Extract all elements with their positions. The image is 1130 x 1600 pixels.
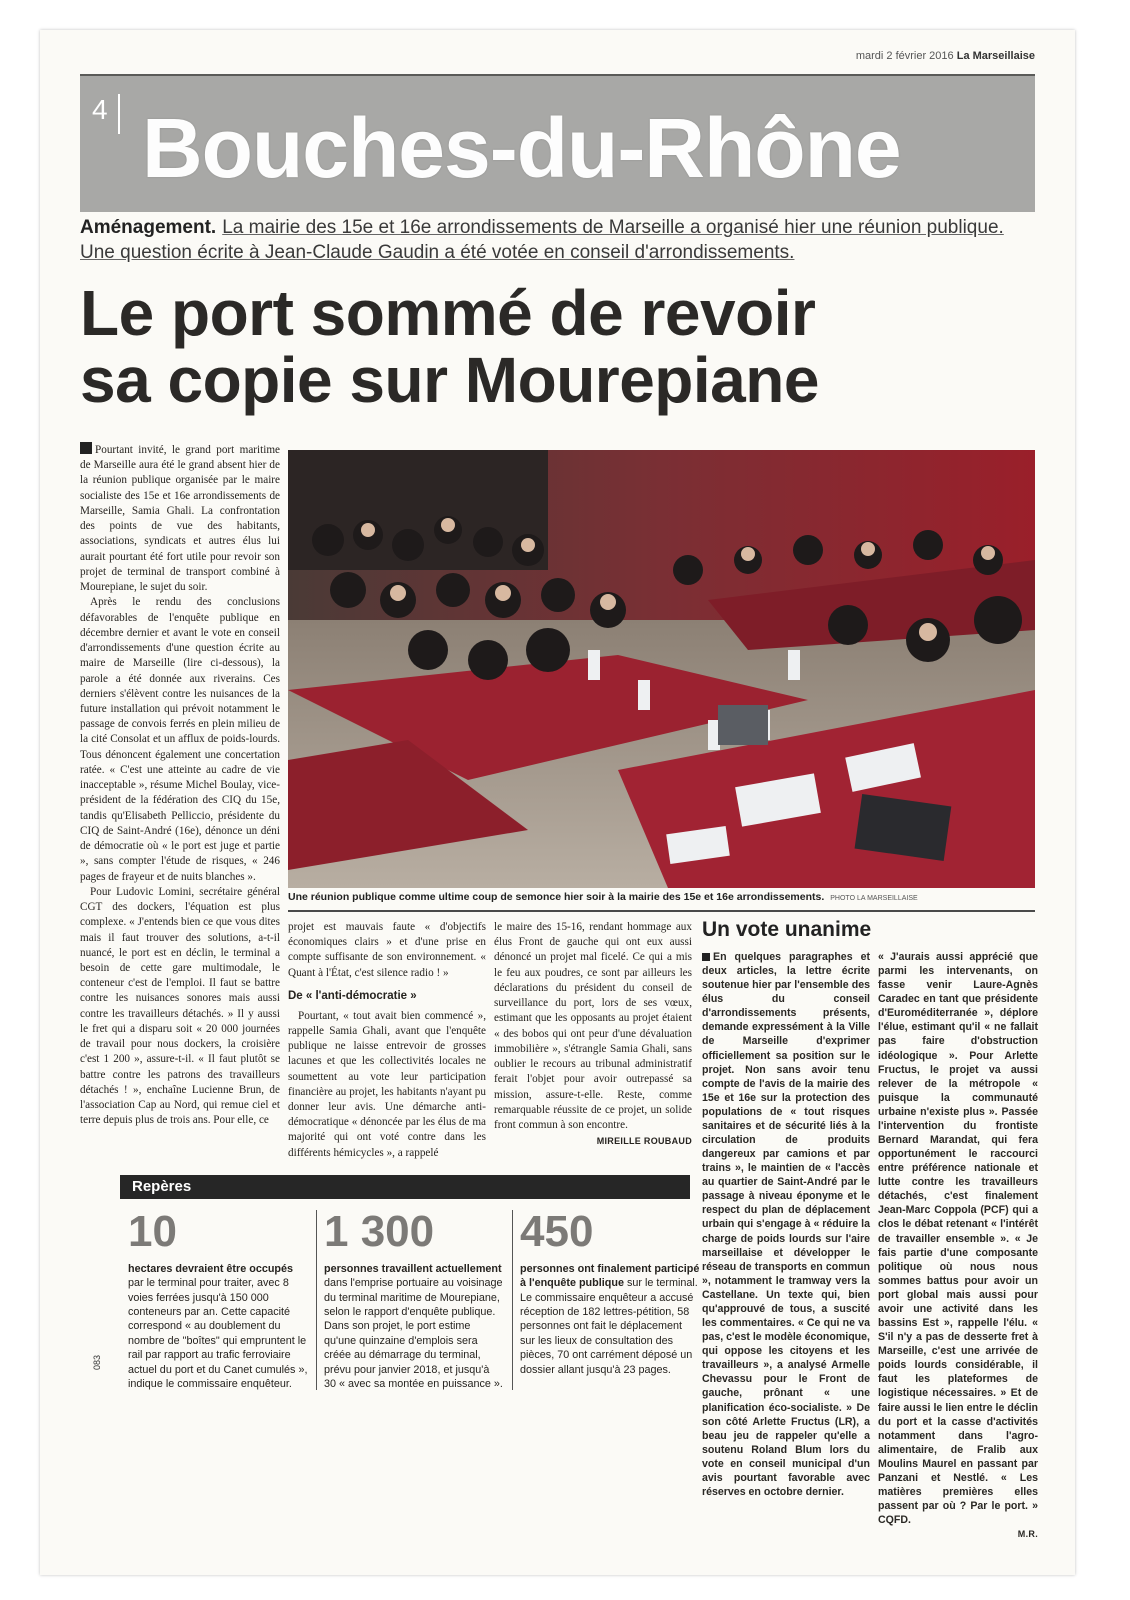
photo-credit: PHOTO LA MARSEILLAISE <box>830 895 918 902</box>
stat-lead: hectares devraient être occupés <box>128 1263 294 1275</box>
article-paragraph: Après le rendu des conclusions défavorables de l'enquête publique en décembre dernier et avant le vote en conseil d'arrondissements d'une question écrite au maire de Marseille (lire ci-dessous), la parole a été donnée aux riverains. Ces derniers s'élèvent contre les nuisances de la future installation qui prévoit notamment le passage de convois ferrés en plein milieu de la cité Consolat et un afflux de poids-lourds. Tous dénoncent également une concertation ratée. « C'est une atteinte au cadre de vie inacceptable », résume Michel Boulay, vice-président de la fédération des CIQ du 15e, tandis qu'Elisabeth Pelliccio, présidente du CIQ de Saint-André (16e), dénonce un déni de démocratie où « le port est juge et partie », sans compter l'étude de risques, « 246 pages de frayeur et de nuits blanches ». <box>80 596 280 883</box>
stat-block <box>520 1207 700 1377</box>
article-column-3 <box>494 920 692 1170</box>
article-column-1 <box>80 442 280 1142</box>
sidebar-signature: M.R. <box>1017 1529 1038 1540</box>
page-number: 4 <box>92 94 120 134</box>
sidebar-column-2 <box>878 950 1038 1540</box>
headline <box>80 277 1035 416</box>
stat-lead: personnes travaillent actuellement <box>324 1263 502 1275</box>
stat-block <box>128 1207 308 1391</box>
meeting-room-image <box>288 450 1035 888</box>
article-signature: MIREILLE ROUBAUD <box>596 1136 692 1147</box>
stat-description <box>324 1262 504 1391</box>
article-column-2 <box>288 920 486 1160</box>
stat-divider <box>316 1210 317 1390</box>
kicker <box>80 216 1035 265</box>
section-masthead <box>80 74 1035 212</box>
stat-text: sur le terminal. Le commissaire enquêteur a accusé réception de 182 lettres-pétition, 58 personnes ont fait le déplacement sur les lieux de consultation des pièces, 70 ont carrément déposé un dossier allant jusqu'à 23 pages. <box>520 1277 698 1376</box>
headline-line-1: Le port sommé de revoir <box>80 277 816 349</box>
stat-description <box>520 1262 700 1377</box>
article-subheading: De « l'anti-démocratie » <box>288 989 417 1002</box>
stat-text: dans l'emprise portuaire au voisinage du terminal maritime de Mourepiane, selon le rapport d'enquête publique. Dans son projet, le port estime qu'une quinzaine d'emplois sera créée au démarrage du terminal, prévu pour janvier 2018, et jusqu'à 30 « avec sa montée en puissance ». <box>324 1277 503 1390</box>
caption-text: Une réunion publique comme ultime coup de semonce hier soir à la mairie des 15e et 16e arrondissements. <box>288 891 825 903</box>
section-divider <box>288 910 1035 912</box>
paper-name: La Marseillaise <box>956 50 1035 62</box>
article-paragraph: Pourtant invité, le grand port maritime de Marseille aura été le grand absent hier de la réunion publique organisée par le maire socialiste des 15e et 16e arrondissements de Marseille, Samia Ghali. La confrontation des points de vue des habitants, associations, syndicats et autres élus lui aurait pourtant été fort utile pour revoir son projet de terminal de transport combiné à Mourepiane, le sujet du soir. <box>80 444 280 594</box>
sidebar-column-1 <box>702 950 870 1498</box>
stat-number: 1 300 <box>324 1207 435 1256</box>
article-paragraph: projet est mauvais faute « d'objectifs économiques clairs » et d'une prise en compte suffisante de son environnement. « Quant à l'État, c'est silence radio ! » <box>288 921 486 979</box>
stat-number: 450 <box>520 1207 594 1256</box>
kicker-text: La mairie des 15e et 16e arrondissements de Marseille a organisé hier une réunion publique. Une question écrite à Jean-Claude Gaudin a été votée en conseil d'arrondissements. <box>80 217 1004 263</box>
stat-description <box>128 1262 308 1391</box>
sidebar-title: Un vote unanime <box>702 918 872 941</box>
reperes-header: Repères <box>120 1175 690 1199</box>
sidebar-paragraph: En quelques paragraphes et deux articles, la lettre écrite soutenue hier par l'ensemble des élus du conseil d'arrondissements présents, demande expressément à la Ville de Marseille d'exprimer officiellement sa position sur le projet. Non sans avoir tenu compte de l'avis de la mairie des 15e et 16e sur la protection des populations de « tout risques sanitaires et de sécurité liés à la circulation de produits dangereux par camions et par trains », le maintien de « l'accès au quartier de Saint-André par le passage à niveau éponyme et le respect du plan de déplacement urbain qui s'engage à « réduire la charge de poids lourds sur l'aire marseillaise et développer le réseau de transports en commun », notamment le tramway vers la Castellane. Un texte qui, bien qu'approuvé de tous, a suscité les commentaires. « Ce qui ne va pas, c'est le modèle économique, qui oppose les citoyens et les travailleurs », a analysé Armelle Chevassu pour le Front de gauche, prônant « une planification éco-socialiste. » De son côté Arlette Fructus (LR), a beau jeu de rappeler qu'elle a soutenu Roland Blum lors du vote en conseil municipal d'un avis pourtant favorable avec réserves en octobre dernier. <box>702 951 870 1498</box>
kicker-label: Aménagement. <box>80 217 217 238</box>
lead-square-icon <box>702 953 710 961</box>
sidebar-paragraph: « J'aurais aussi apprécié que parmi les intervenants, on fasse venir Laure-Agnès Caradec en tant que présidente d'Euroméditerranée », déplore l'élue, estimant qu'il « ne fallait pas faire d'obstruction idéologique ». Pour Arlette Fructus, le projet va aussi relever de la métropole « puisque la communauté urbaine n'existe plus ». Passée l'intervention du frontiste Bernard Marandat, qui fera opportunément le raccourci entre préférence nationale et lutte contre les travailleurs détachés, c'est finalement Jean-Marc Coppola (PCF) qui a clos le débat retenant « l'intérêt de travailler ensemble ». « Je fais partie d'une composante politique où nous nous sommes battus pour avoir un port global mais aussi pour avoir une activité dans les bassins Est », rappelle l'élu. « S'il n'y a pas de desserte fret à Marseille, c'est une arrivée de poids lourds considérable, il faut les plateformes de logistique nécessaires. » Et de faire aussi le lien entre le déclin du port et la casse d'activités notamment dans l'agro-alimentaire, de Fralib aux Moulins Maurel en passant par Panzani et Nestlé. « Les matières premières elles passent par où ? Par le port. » CQFD. <box>878 951 1038 1527</box>
stat-lead: personnes ont finalement participé à l'enquête publique <box>520 1263 700 1290</box>
newspaper-page <box>40 30 1075 1575</box>
article-paragraph: Pour Ludovic Lomini, secrétaire général CGT des dockers, l'équation est plus complexe. « J'entends bien ce que vous dites mais il faut trouver des solutions, a-t-il nuancé, le port est en déclin, le terminal a besoin de cette gare multimodale, le conteneur c'est de l'emploi. Il faut se battre contre les nuisances sonores mais aussi contre les travailleurs détachés. » Il y aussi le fret qui a disparu soit « 20 000 journées de travail pour nous dockers, la croisière c'est 1 200 », assure-t-il. « Il faut plutôt se battre contre les patrons des travailleurs détachés ! », enchaîne Lucienne Brun, de l'association Cap au Nord, qui remue ciel et terre depuis plus de trois ans. Pour elle, ce <box>80 885 280 1127</box>
stat-number: 10 <box>128 1207 177 1256</box>
article-paragraph: le maire des 15-16, rendant hommage aux élus Front de gauche qui ont eux aussi dénoncé un projet mal ficelé. Ce qui a mis le feu aux poudres, ce sont par ailleurs les déclarations du président du conseil de surveillance du port, lors de ses vœux, estimant que les opposants au projet étaient « des bobos qui ont peur d'une dévaluation immobilière », s'étrangle Samia Ghali, sans oublier le recours au tribunal administratif ferait l'objet pour avoir outrepassé sa mission, assure-t-elle. Reste, comme remarquable réussite de ce projet, un solide front commun à son encontre. <box>494 921 692 1132</box>
issue-date: mardi 2 février 2016 <box>855 50 954 62</box>
dateline <box>856 50 1035 62</box>
section-title: Bouches-du-Rhône <box>142 101 901 195</box>
stat-block <box>324 1207 504 1391</box>
lead-square-icon <box>80 442 92 454</box>
meeting-photo <box>288 450 1035 888</box>
article-paragraph: Pourtant, « tout avait bien commencé », rappelle Samia Ghali, avant que l'enquête publique ne laisse entrevoir de grosses lacunes et que les collectivités locales ne soumettent au vote leur participation financière au projet, les habitants n'ayant pu donner leur avis. Une démarche anti-démocratique « dénoncée par les élus de ma majorité qui ont voté contre dans les différents hémicycles », a rappelé <box>288 1009 486 1159</box>
margin-code: 083 <box>92 1354 102 1370</box>
headline-line-2: sa copie sur Mourepiane <box>80 343 819 416</box>
stat-text: par le terminal pour traiter, avec 8 voies ferrées jusqu'à 150 000 conteneurs par an. Cette capacité correspond « au doublement du nombre de "boîtes" qui empruntent le rail par rapport au trafic ferroviaire actuel du port et du Canet cumulés », indique le commissaire enquêteur. <box>128 1277 308 1390</box>
stat-divider <box>512 1210 513 1390</box>
photo-caption <box>288 891 1035 903</box>
